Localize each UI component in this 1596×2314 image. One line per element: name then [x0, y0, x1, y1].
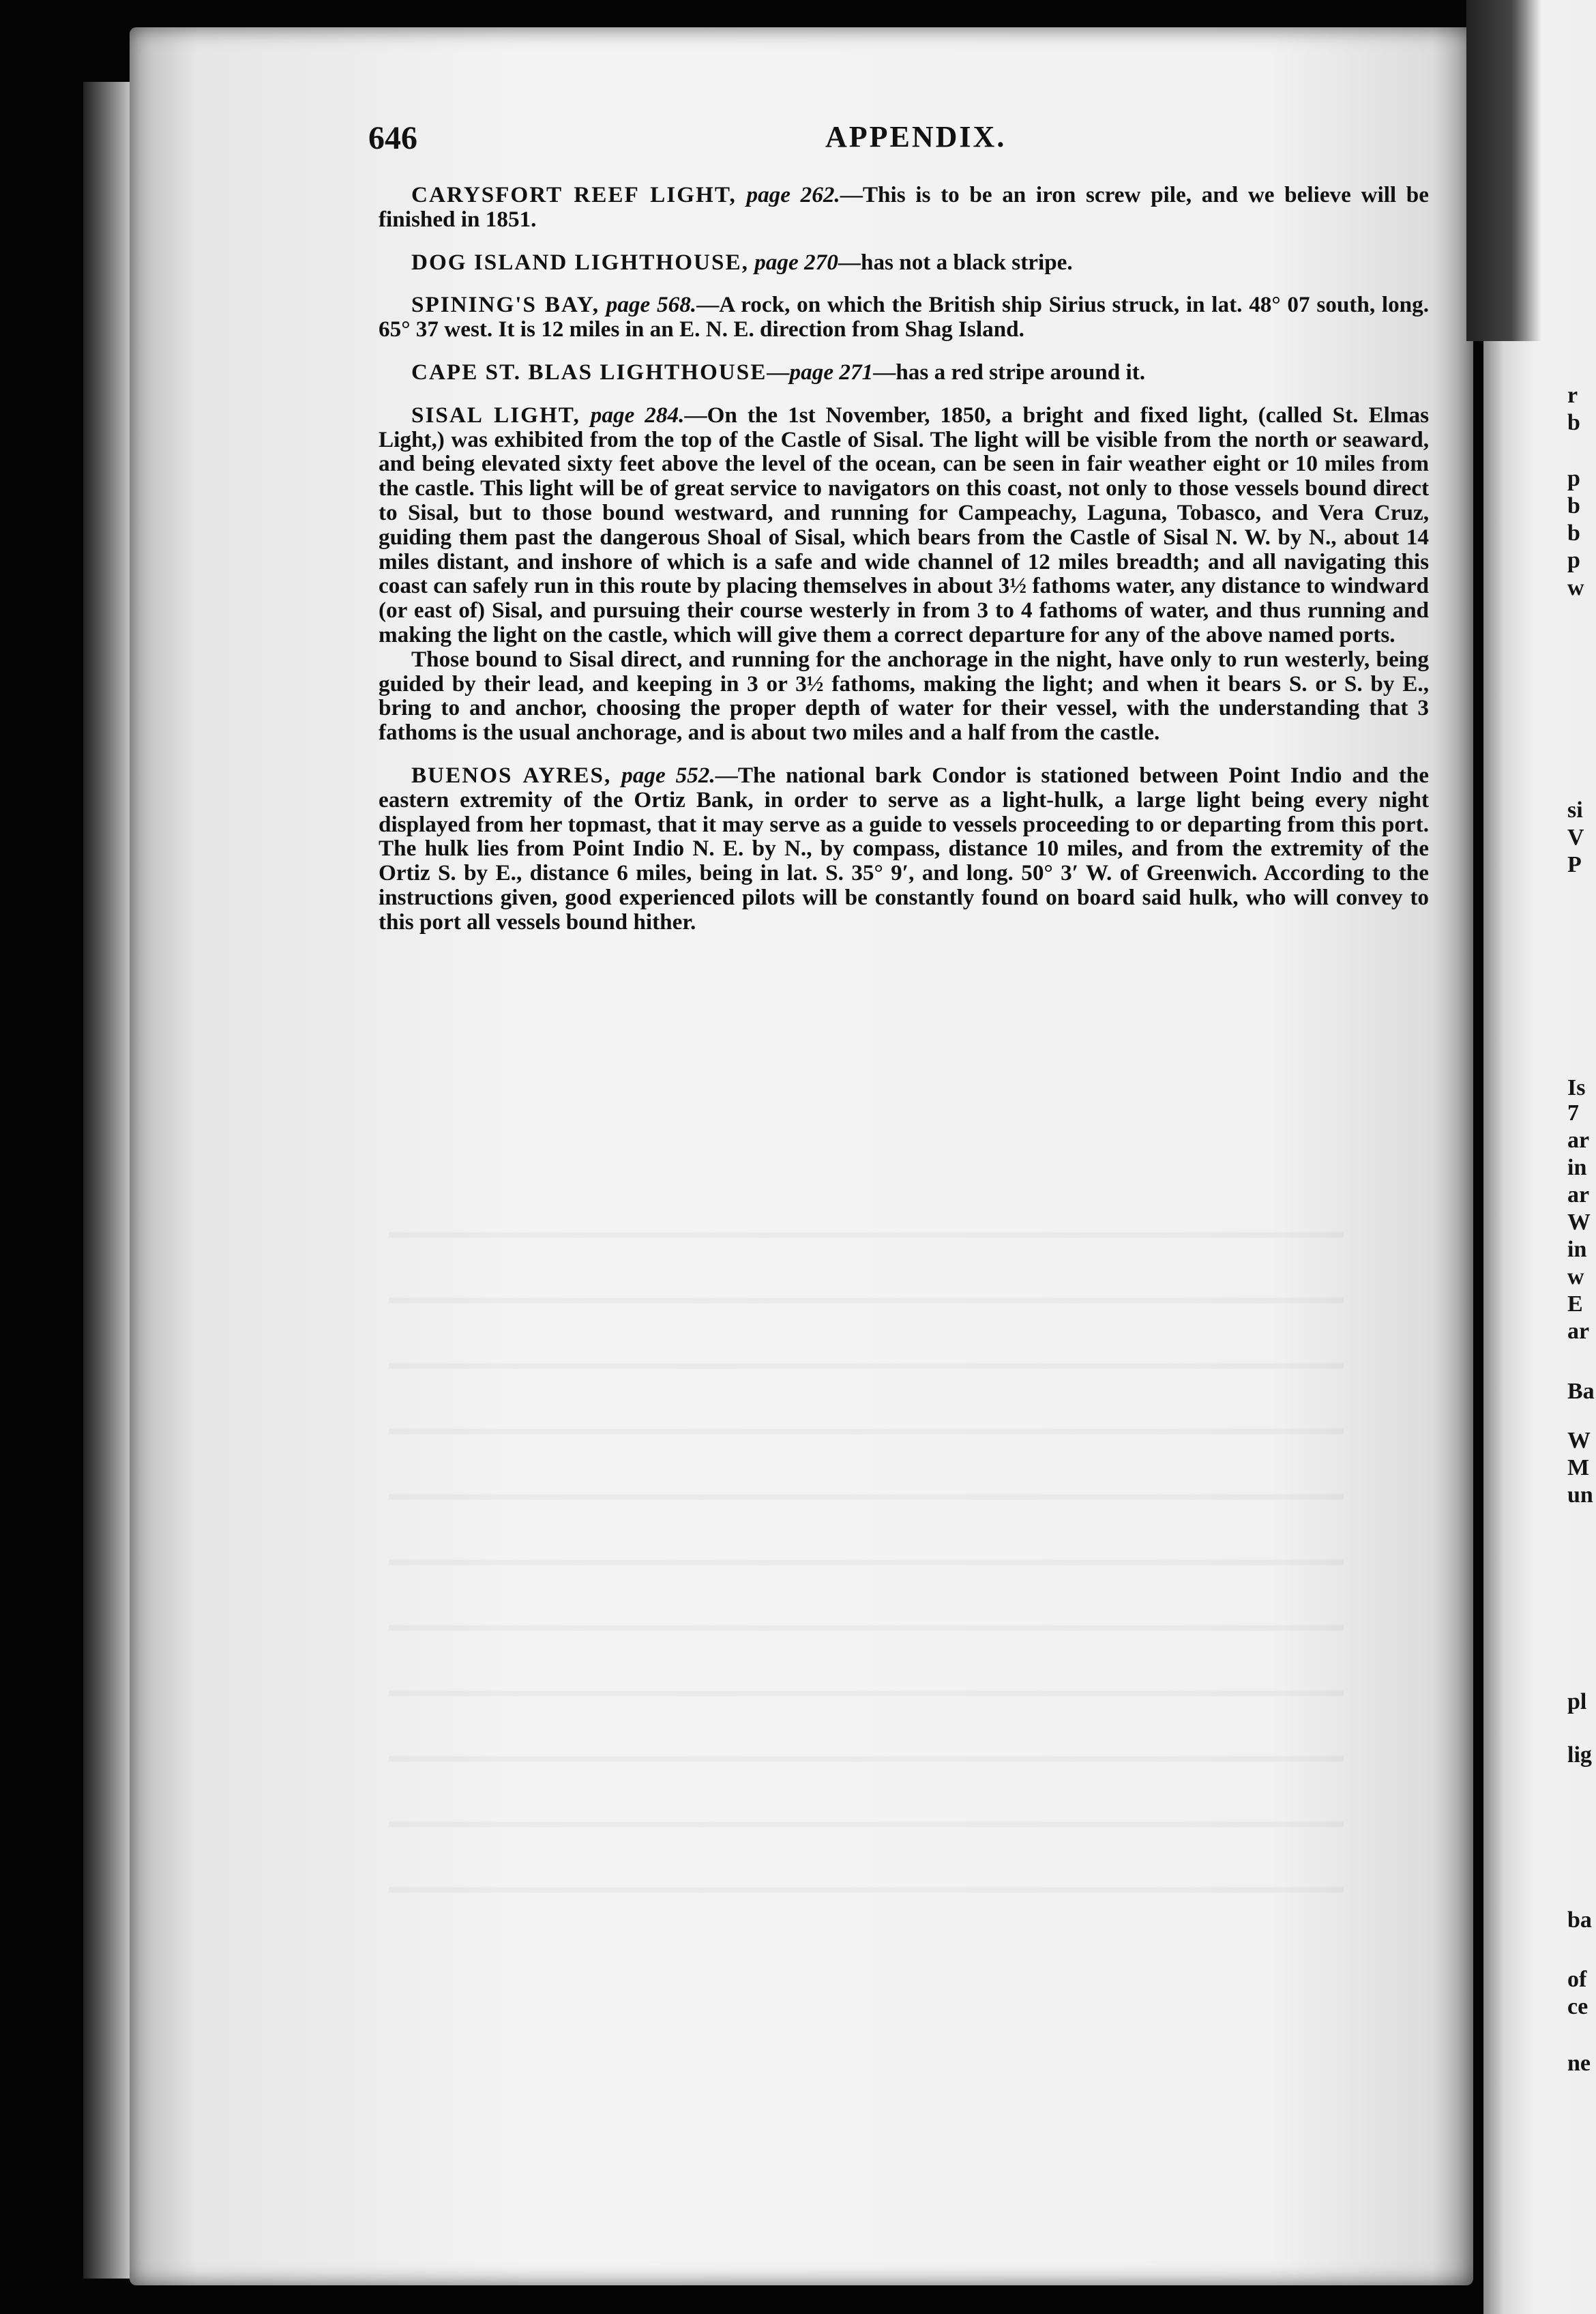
entry-text: —A rock, on which the British ship Sirius struck, in lat. 48° 07 south, long. 65° 37 west. It is 12 miles in an E. N. E. direction from Shag Island.: [379, 292, 1430, 342]
facing-fragment: w: [1567, 1264, 1584, 1289]
entry-heading: SPINING'S BAY,: [411, 292, 600, 318]
facing-fragment: ce: [1567, 1994, 1588, 2019]
facing-fragment: V: [1567, 825, 1584, 850]
entry-heading: SISAL LIGHT,: [411, 402, 580, 428]
entry-text: —has a red stripe around it.: [873, 359, 1146, 385]
entry-sisal-continued: [379, 647, 1429, 745]
facing-fragment: in: [1567, 1155, 1587, 1180]
facing-fragment: E: [1567, 1291, 1583, 1317]
entry-text: —This is to be an iron screw pile, and we believe will be finished in 1851.: [379, 182, 1429, 232]
entry-spinings-bay: [379, 293, 1429, 342]
facing-fragment: Ba: [1567, 1379, 1595, 1404]
entry-text: —The national bark Condor is stationed between Point Indio and the eastern extremity of the Ortiz Bank, in order to serve as a light-hulk, a large light being every night displayed from her topmast, that it may serve as a guide to vessels proceeding to or departing from this port. The hulk lies from Point Indio N. E. by N., by compass, distance 10 miles, and from the extremity of the Ortiz S. by E., distance 6 miles, being in lat. S. 35° 9′, and long. 50° 3′ W. of Greenwich. According to the instructions given, good experienced pilots will be constantly found on board said hulk, who will convey to this port all vessels bound hither.: [379, 762, 1429, 935]
facing-fragment: lig: [1567, 1742, 1592, 1768]
facing-fragment: W: [1567, 1210, 1591, 1235]
facing-fragment: un: [1567, 1482, 1593, 1508]
page-reference: page 284.: [590, 402, 685, 428]
entry-heading: CAPE ST. BLAS LIGHTHOUSE: [411, 359, 767, 385]
facing-fragment: of: [1567, 1967, 1587, 1992]
facing-fragment: ba: [1567, 1907, 1592, 1933]
page-reference: page 552.: [621, 762, 715, 788]
facing-fragment: r: [1567, 383, 1578, 408]
facing-fragment: w: [1567, 575, 1584, 600]
page-edge-shadow: [83, 82, 131, 2279]
facing-fragment: 7: [1567, 1100, 1579, 1126]
entry-text: —has not a black stripe.: [838, 249, 1073, 275]
facing-fragment: ne: [1567, 2051, 1591, 2076]
entry-buenos-ayres: [379, 763, 1429, 935]
entry-heading: DOG ISLAND LIGHTHOUSE,: [411, 249, 749, 275]
entry-cape-st-blas: [379, 360, 1429, 385]
entry-text: Those bound to Sisal direct, and running for the anchorage in the night, have only to run westerly, being guided by their lead, and keeping in 3 or 3½ fathoms, making the light; and when it bears S. or S. by E., bring to and anchor, choosing the proper depth of water for their vessel, with the understanding that 3 fathoms is the usual anchorage, and is about two miles and a half from the castle.: [379, 646, 1429, 746]
facing-fragment: W: [1567, 1428, 1591, 1453]
entry-text: —On the 1st November, 1850, a bright and fixed light, (called St. Elmas Light,) was exhibited from the top of the Castle of Sisal. The light will be visible from the north or seaward, and being elevated sixty feet above the level of the ocean, can be seen in fair weather eight or 10 miles from the castle. This light will be of great service to navigators on this coast, not only to those vessels bound direct to Sisal, but to those bound westward, and running for Campeachy, Laguna, Tobasco, and Vera Cruz, guiding them past the dangerous Shoal of Sisal, which bears from the Castle of Sisal N. W. by N., about 14 miles distant, and inshore of which is a safe and wide channel of 12 miles breadth; and all navigating this coast can safely run in this route by placing themselves in about 3½ fathoms water, any distance to windward (or east of) Sisal, and pursuing their course westerly in from 3 to 4 fathoms of water, and thus running and making the light on the castle, which will give them a correct departure for any of the above named ports.: [379, 402, 1429, 647]
entry-heading: CARYSFORT REEF LIGHT,: [411, 182, 737, 207]
facing-fragment: ar: [1567, 1182, 1590, 1207]
facing-fragment: P: [1567, 852, 1582, 877]
facing-fragment: b: [1567, 410, 1580, 435]
entry-carysfort: [379, 183, 1429, 232]
facing-fragment: ar: [1567, 1319, 1590, 1344]
entry-heading: BUENOS AYRES,: [411, 762, 612, 788]
page-reference: —page 271: [767, 359, 874, 385]
facing-fragment: b: [1567, 493, 1580, 518]
running-title: APPENDIX.: [825, 120, 1007, 153]
page-reference: page 568.: [606, 292, 697, 318]
appendix-body: [379, 183, 1429, 953]
facing-fragment: ar: [1567, 1128, 1590, 1153]
facing-fragment: si: [1567, 797, 1583, 823]
facing-fragment: pl: [1567, 1689, 1587, 1714]
page-reference: page 270: [754, 249, 838, 275]
facing-fragment: b: [1567, 521, 1580, 546]
entry-sisal-light: [379, 403, 1429, 647]
facing-fragment: in: [1567, 1237, 1587, 1262]
page-reference: page 262.: [746, 182, 840, 207]
facing-fragment: p: [1567, 466, 1580, 491]
bleed-through-text: [389, 1201, 1344, 1951]
facing-fragment: p: [1567, 548, 1580, 573]
page-number: 646: [368, 120, 417, 156]
entry-dog-island: [379, 250, 1429, 275]
page-header: [368, 119, 1432, 160]
gutter-shadow: [1466, 0, 1541, 341]
facing-fragment: M: [1567, 1455, 1590, 1480]
facing-fragment: Is: [1567, 1075, 1586, 1100]
